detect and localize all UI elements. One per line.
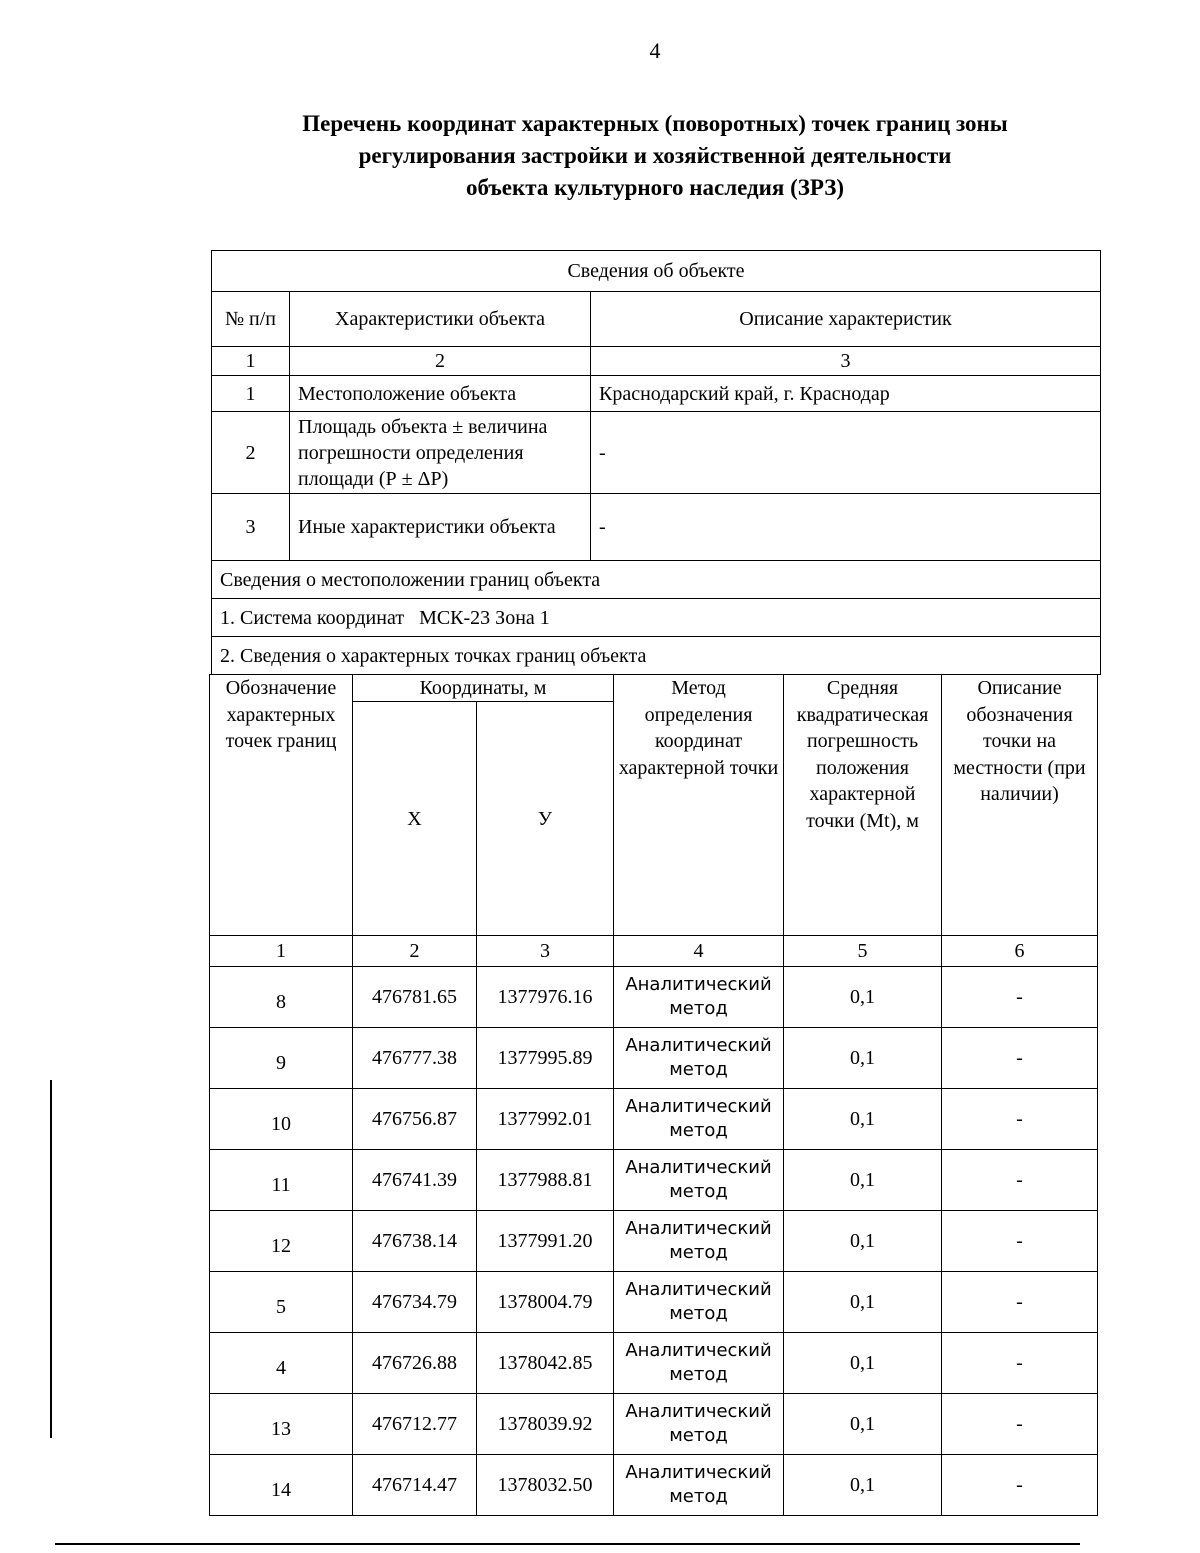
location-section-title: Сведения о местоположении границ объекта	[212, 561, 1101, 599]
row-num: 2	[212, 412, 290, 494]
point-id: 5	[210, 1272, 353, 1333]
point-row	[210, 1333, 1098, 1394]
header-y: У	[477, 702, 614, 936]
point-row	[210, 1394, 1098, 1455]
point-y: 1377992.01	[477, 1089, 614, 1150]
point-method: Аналитический метод	[614, 1455, 784, 1516]
point-y: 1378004.79	[477, 1272, 614, 1333]
point-method: Аналитический метод	[614, 1211, 784, 1272]
point-description: -	[942, 1272, 1098, 1333]
index-cell: 4	[614, 936, 784, 967]
coordinate-system-row	[212, 599, 1101, 637]
index-cell: 3	[591, 347, 1101, 376]
point-error: 0,1	[784, 1028, 942, 1089]
header-characteristics: Характеристики объекта	[290, 292, 591, 347]
point-method: Аналитический метод	[614, 1028, 784, 1089]
header-point-description: Описание обозначения точки на местности (при наличии)	[942, 675, 1098, 936]
point-x: 476738.14	[353, 1211, 477, 1272]
point-x: 476712.77	[353, 1394, 477, 1455]
point-description: -	[942, 967, 1098, 1028]
point-method: Аналитический метод	[614, 1089, 784, 1150]
header-num: № п/п	[212, 292, 290, 347]
title-line-1: Перечень координат характерных (поворотных) точек границ зоны	[302, 111, 1008, 136]
index-cell: 6	[942, 936, 1098, 967]
point-description: -	[942, 1089, 1098, 1150]
point-description: -	[942, 1394, 1098, 1455]
point-x: 476734.79	[353, 1272, 477, 1333]
point-row	[210, 1089, 1098, 1150]
document-title	[150, 108, 1160, 204]
index-cell: 2	[353, 936, 477, 967]
point-x: 476741.39	[353, 1150, 477, 1211]
index-cell: 5	[784, 936, 942, 967]
point-row	[210, 967, 1098, 1028]
row-name: Иные характеристики объекта	[290, 494, 591, 561]
index-cell: 1	[212, 347, 290, 376]
point-error: 0,1	[784, 1333, 942, 1394]
point-y: 1377988.81	[477, 1150, 614, 1211]
point-id: 4	[210, 1333, 353, 1394]
point-row	[210, 1150, 1098, 1211]
point-row	[210, 1211, 1098, 1272]
coordinate-system-label: 1. Система координат	[220, 606, 405, 629]
index-cell: 1	[210, 936, 353, 967]
point-method: Аналитический метод	[614, 1333, 784, 1394]
point-id: 11	[210, 1150, 353, 1211]
point-y: 1378042.85	[477, 1333, 614, 1394]
point-id: 9	[210, 1028, 353, 1089]
point-description: -	[942, 1028, 1098, 1089]
header-description: Описание характеристик	[591, 292, 1101, 347]
point-id: 10	[210, 1089, 353, 1150]
point-description: -	[942, 1455, 1098, 1516]
point-y: 1378039.92	[477, 1394, 614, 1455]
row-value: Краснодарский край, г. Краснодар	[591, 376, 1101, 412]
row-value: -	[591, 494, 1101, 561]
row-num: 1	[212, 376, 290, 412]
point-x: 476777.38	[353, 1028, 477, 1089]
point-id: 8	[210, 967, 353, 1028]
row-value: -	[591, 412, 1101, 494]
point-method: Аналитический метод	[614, 967, 784, 1028]
point-x: 476781.65	[353, 967, 477, 1028]
title-line-2: регулирования застройки и хозяйственной деятельности	[358, 143, 952, 168]
point-x: 476726.88	[353, 1333, 477, 1394]
point-error: 0,1	[784, 1455, 942, 1516]
index-cell: 2	[290, 347, 591, 376]
title-line-3: объекта культурного наследия (ЗРЗ)	[465, 175, 845, 200]
point-method: Аналитический метод	[614, 1150, 784, 1211]
header-coordinates: Координаты, м	[353, 675, 614, 702]
boundary-points-table	[209, 674, 1098, 1516]
header-designation: Обозначение характерных точек границ	[210, 675, 353, 936]
point-row	[210, 1455, 1098, 1516]
point-error: 0,1	[784, 1150, 942, 1211]
point-y: 1377991.20	[477, 1211, 614, 1272]
object-info-table	[211, 250, 1101, 675]
point-x: 476714.47	[353, 1455, 477, 1516]
row-num: 3	[212, 494, 290, 561]
object-info-section-title: Сведения об объекте	[212, 251, 1101, 292]
header-method: Метод определения координат характерной точки	[614, 675, 784, 936]
info-row	[212, 412, 1101, 494]
footer-rule	[55, 1543, 1080, 1545]
page-number: 4	[649, 38, 661, 63]
coordinate-system-value: МСК-23 Зона 1	[419, 606, 550, 629]
point-row	[210, 1028, 1098, 1089]
point-error: 0,1	[784, 1272, 942, 1333]
header-error: Средняя квадратическая погрешность положения характерной точки (Mt), м	[784, 675, 942, 936]
point-method: Аналитический метод	[614, 1394, 784, 1455]
point-error: 0,1	[784, 1211, 942, 1272]
point-error: 0,1	[784, 1089, 942, 1150]
point-description: -	[942, 1211, 1098, 1272]
point-description: -	[942, 1333, 1098, 1394]
row-name: Местоположение объекта	[290, 376, 591, 412]
row-name: Площадь объекта ± величина погрешности определения площади (Р ± ΔР)	[290, 412, 591, 494]
point-x: 476756.87	[353, 1089, 477, 1150]
left-margin-line	[50, 1080, 52, 1438]
info-row	[212, 376, 1101, 412]
header-x: X	[353, 702, 477, 936]
point-y: 1377995.89	[477, 1028, 614, 1089]
info-row	[212, 494, 1101, 561]
index-cell: 3	[477, 936, 614, 967]
point-description: -	[942, 1150, 1098, 1211]
point-y: 1377976.16	[477, 967, 614, 1028]
point-method: Аналитический метод	[614, 1272, 784, 1333]
point-id: 12	[210, 1211, 353, 1272]
point-error: 0,1	[784, 1394, 942, 1455]
point-id: 13	[210, 1394, 353, 1455]
point-y: 1378032.50	[477, 1455, 614, 1516]
point-row	[210, 1272, 1098, 1333]
point-error: 0,1	[784, 967, 942, 1028]
point-id: 14	[210, 1455, 353, 1516]
points-section-title: 2. Сведения о характерных точках границ объекта	[212, 637, 1101, 675]
